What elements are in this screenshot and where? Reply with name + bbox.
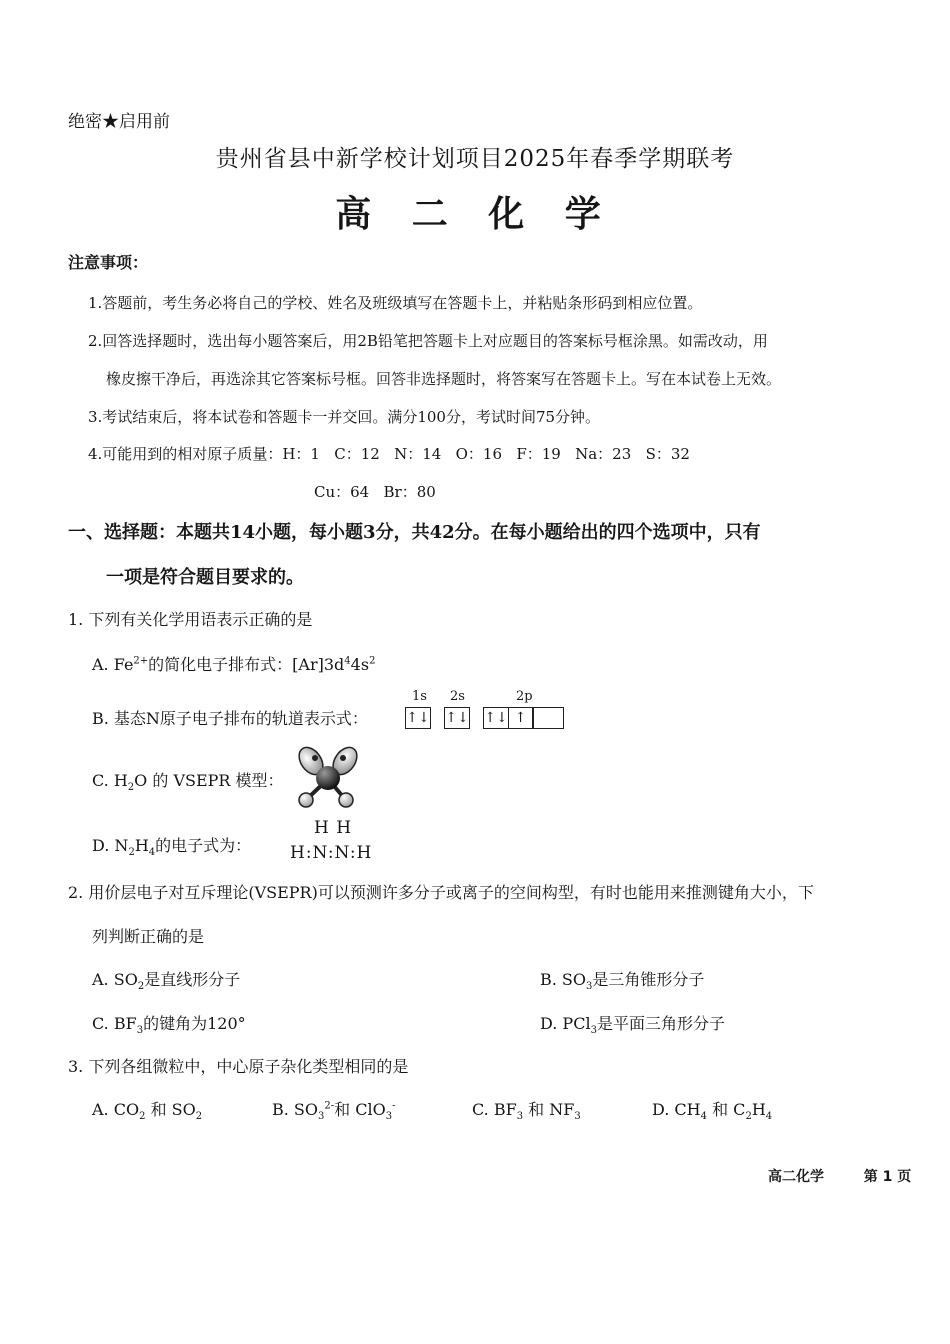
question-2-option-b: B. $SO_3$是三角锥形分子 [540, 970, 705, 993]
note-3: 3.考试结束后，将本试卷和答题卡一并交回。满分100分，考试时间75分钟。 [88, 408, 601, 426]
question-3-option-c: C. $BF_3$ 和 $NF_3$ [472, 1100, 581, 1123]
orbital-diagram-2p [483, 707, 564, 729]
notes-heading: 注意事项： [68, 253, 149, 272]
vsepr-model-image [290, 744, 366, 810]
orbital-box: ↑↓ [483, 707, 509, 729]
question-2-stem-line1: 2. 用价层电子对互斥理论(VSEPR)可以预测许多分子或离子的空间构型，有时也能用来推测键角大小，下 [68, 883, 814, 902]
question-3-option-d: D. $CH_4$ 和 $C_2H_4$ [652, 1100, 773, 1123]
orbital-box: ↑↓ [405, 707, 431, 729]
page-footer [768, 1166, 911, 1186]
note-4b: Cu：64 Br：80 [314, 483, 436, 501]
question-1-option-d: D. $N_2H_4$的电子式为： [92, 836, 252, 859]
question-3-option-b: B. $SO_3^{2-}$和 ClO$_3$- [272, 1100, 396, 1123]
subject-title: 高 二 化 学 [335, 193, 615, 235]
lewis-structure-top: H H [314, 818, 353, 838]
note-1: 1.答题前，考生务必将自己的学校、姓名及班级填写在答题卡上，并粘贴条形码到相应位置。 [88, 294, 703, 312]
question-1-option-a: A. $Fe^{2+}$的简化电子排布式：$[Ar]3d^44s^2$ [92, 655, 376, 674]
question-1-option-b: B. 基态N原子电子排布的轨道表示式： [92, 709, 368, 728]
orbital-box: ↑ [508, 707, 534, 729]
section-heading-line1: 一、选择题：本题共14小题，每小题3分，共42分。在每小题给出的四个选项中，只有 [68, 522, 761, 543]
orbital-box: ↑↓ [444, 707, 470, 729]
question-2-stem-line2: 列判断正确的是 [92, 927, 205, 946]
exam-title: 贵州省县中新学校计划项目2025年春季学期联考 [215, 146, 735, 172]
note-2a: 2.回答选择题时，选出每小题答案后，用2B铅笔把答题卡上对应题目的答案标号框涂黑。如需改动，用 [88, 332, 768, 350]
question-1-option-c: C. $H_2O$ 的 VSEPR 模型： [92, 771, 284, 794]
note-4a: 4.可能用到的相对原子质量：H：1 C：12 N：14 O：16 F：19 Na：23 S：32 [88, 445, 690, 463]
question-3-option-a: A. $CO_2$ 和 $SO_2$ [92, 1100, 203, 1123]
orbital-label-2p: 2p [516, 689, 533, 704]
question-2-option-d: D. PCl$_3$是平面三角形分子 [540, 1014, 725, 1037]
footer-subject: 高二化学 [768, 1169, 824, 1185]
orbital-label-2s: 2s [450, 689, 465, 704]
orbital-box [532, 707, 564, 729]
question-2-option-a: A. $SO_2$是直线形分子 [92, 970, 241, 993]
orbital-label-1s: 1s [412, 689, 427, 704]
footer-page-number: 第 1 页 [863, 1169, 912, 1185]
confidential-label: 绝密★启用前 [68, 112, 170, 132]
note-2b: 橡皮擦干净后，再选涂其它答案标号框。回答非选择题时，将答案写在答题卡上。写在本试卷上无效。 [106, 370, 782, 388]
section-heading-line2: 一项是符合题目要求的。 [106, 567, 304, 588]
question-1-stem: 1. 下列有关化学用语表示正确的是 [68, 610, 313, 629]
question-2-option-c: C. $BF_3$的键角为120° [92, 1014, 246, 1037]
orbital-diagram-2s [444, 707, 470, 729]
orbital-diagram-1s [405, 707, 431, 729]
question-3-stem: 3. 下列各组微粒中，中心原子杂化类型相同的是 [68, 1057, 409, 1076]
lewis-structure-bottom: H:N:N:H [290, 843, 373, 863]
